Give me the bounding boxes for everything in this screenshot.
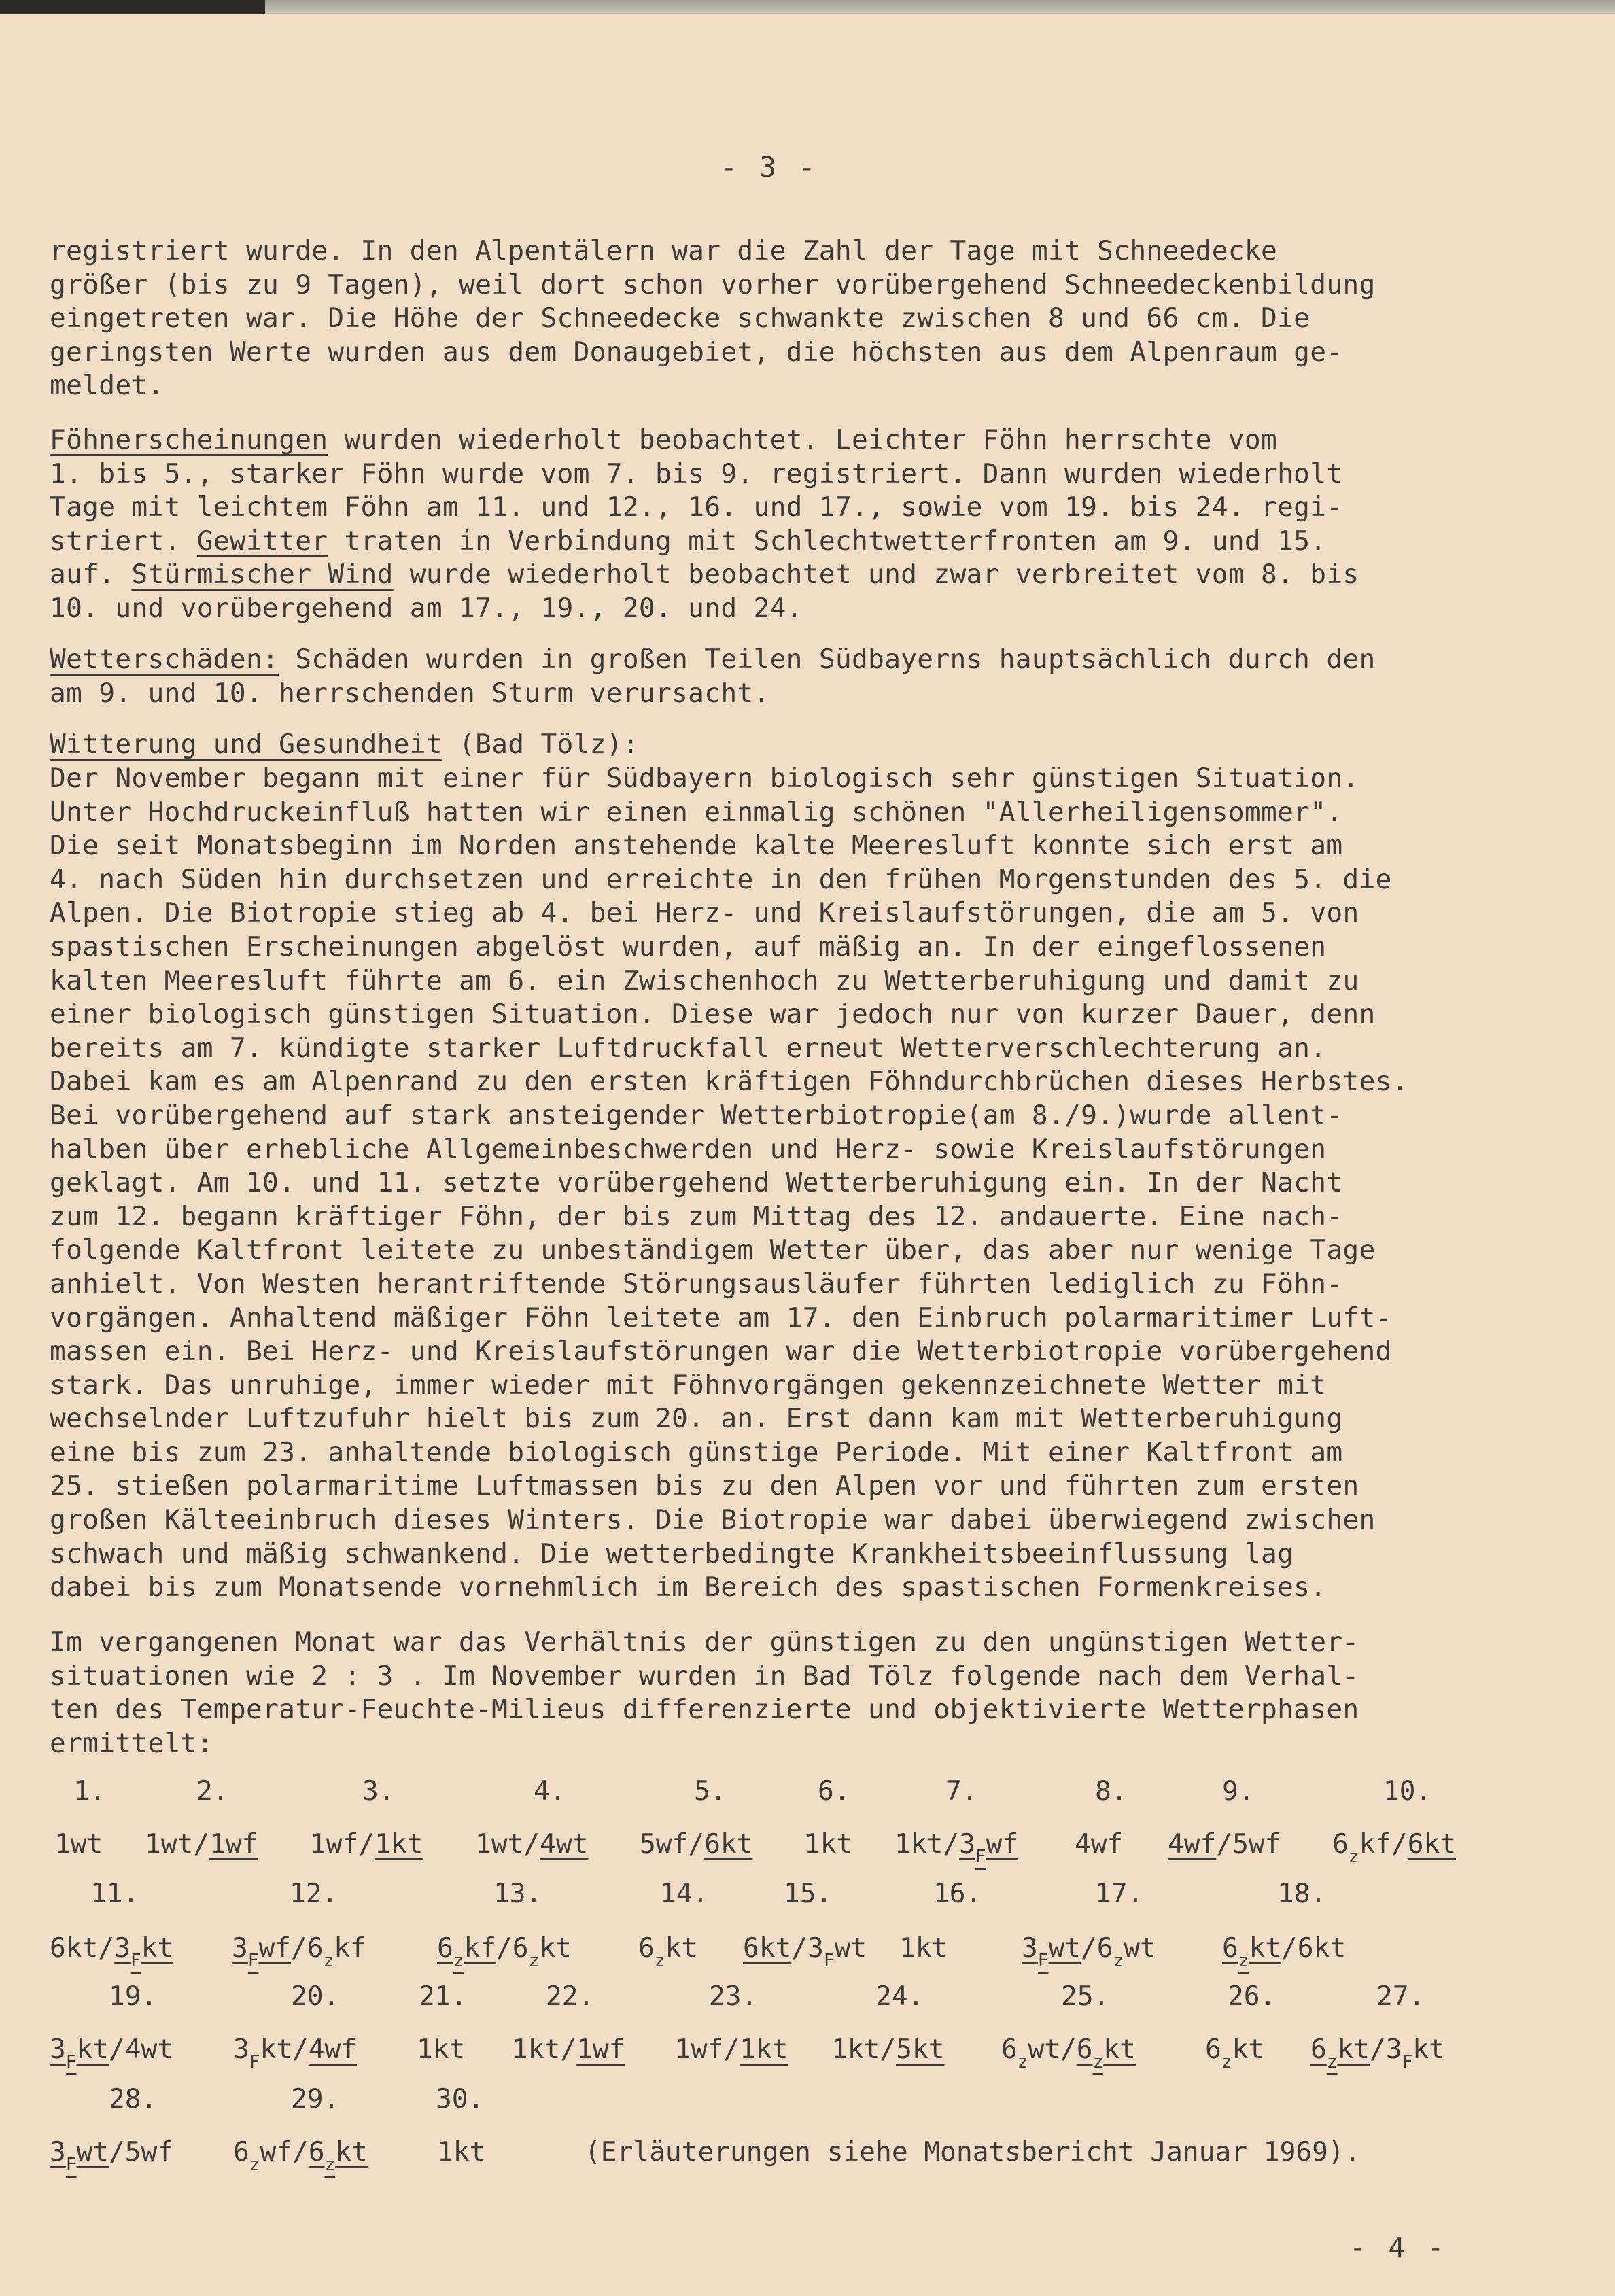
phase-code: $6_zkt/6kt$ — [1222, 1932, 1347, 1971]
phase-code: 1wt/1wf — [145, 1828, 258, 1860]
phase-code: 1kt — [899, 1932, 948, 1964]
phase-day-number: 20. — [291, 1981, 340, 2012]
phase-code: $3_Fwt/6_zwt$ — [1022, 1932, 1156, 1971]
phase-day-number: 7. — [945, 1775, 978, 1807]
phase-code: 1wf/1kt — [675, 2034, 788, 2065]
phase-day-number: 16. — [933, 1878, 982, 1909]
next-page-number: - 4 - — [1349, 2231, 1447, 2264]
phase-day-number: 30. — [436, 2083, 485, 2115]
phase-day-number: 29. — [291, 2083, 340, 2115]
phase-code: 1wt — [54, 1828, 103, 1860]
phase-day-number: 17. — [1095, 1878, 1144, 1909]
phase-day-number: 11. — [90, 1878, 139, 1909]
heading-wetterschaeden: Wetterschäden: — [50, 644, 279, 675]
phase-day-number: 27. — [1376, 1981, 1425, 2012]
phase-code: $6kt/3_Fkt$ — [50, 1932, 174, 1971]
phase-day-number: 3. — [362, 1775, 395, 1807]
phase-day-number: 22. — [546, 1981, 595, 2012]
phase-day-number: 14. — [660, 1878, 709, 1909]
phase-code: $1kt/3_Fwf$ — [895, 1828, 1019, 1867]
phase-code: 1kt — [417, 2034, 466, 2065]
phase-code: 1wt/4wt — [475, 1828, 589, 1860]
phase-day-number: 6. — [818, 1775, 850, 1807]
phase-day-number: 10. — [1383, 1775, 1432, 1807]
heading-witterung: Witterung und Gesundheit — [50, 729, 442, 760]
phase-code: 1kt/1wf — [512, 2034, 625, 2065]
phase-day-number: 8. — [1095, 1775, 1128, 1807]
phase-code: $6_zwf/6_zkt$ — [233, 2136, 368, 2175]
phase-day-number: 18. — [1278, 1878, 1327, 1909]
phase-day-number: 19. — [109, 1981, 158, 2012]
phase-code: $3_Fkt/4wf$ — [233, 2034, 358, 2072]
phase-code: $6_zkt/3_Fkt$ — [1310, 2034, 1445, 2072]
heading-witterung-line: Witterung und Gesundheit (Bad Tölz): — [50, 729, 639, 760]
paragraph-snow: registriert wurde. In den Alpentälern war die Zahl der Tage mit Schneedecke größer (bis zu 9 Tagen), weil dort schon vorher vorübergehend Schneedeckenbildung eingetreten war. Die Höhe der Schneedecke schwankte zwischen 8 und 66 cm. Die geringsten Werte wurden aus dem Donaugebiet, die höchsten aus dem Alpenraum ge- meldet. — [50, 235, 1376, 402]
phase-code: $6_zkf/6_zkt$ — [437, 1932, 572, 1971]
phase-code: $6_zwt/6_zkt$ — [1001, 2034, 1136, 2072]
phase-code: 4wf — [1075, 1828, 1124, 1860]
heading-sturm: Stürmischer Wind — [131, 559, 394, 591]
phase-code: $6_zkt$ — [638, 1932, 697, 1971]
phase-day-number: 1. — [73, 1775, 106, 1807]
phase-code: 4wf/5wf — [1168, 1828, 1281, 1860]
phase-code: $6_zkt$ — [1205, 2034, 1264, 2072]
phase-code: $3_Fwf/6_zkf$ — [232, 1932, 366, 1971]
phase-day-number: 21. — [419, 1981, 468, 2012]
phase-code: $6_zkf/6kt$ — [1332, 1828, 1457, 1867]
phase-day-number: 24. — [875, 1981, 924, 2012]
phase-day-number: 5. — [694, 1775, 727, 1807]
phase-day-number: 28. — [109, 2083, 158, 2115]
phase-day-number: 15. — [784, 1878, 833, 1909]
phase-code: 1kt — [804, 1828, 853, 1860]
paragraph-wetterphasen: Im vergangenen Monat war das Verhältnis der günstigen zu den ungünstigen Wetter- situationen wie 2 : 3 . Im November wurden in Bad Tölz folgende nach dem Verhal- ten des Temperatur-Feuchte-Milieus differenzierte und objektivierte Wetterphasen ermittelt: — [50, 1627, 1359, 1759]
paragraph-wetterschaeden: Wetterschäden: Schäden wurden in großen Teilen Südbayerns hauptsächlich durch den am 9. und 10. herrschenden Sturm verursacht. — [50, 644, 1376, 709]
phase-code: $3_Fwt/5wf$ — [50, 2136, 174, 2175]
phase-day-number: 23. — [709, 1981, 758, 2012]
phase-day-number: 4. — [534, 1775, 566, 1807]
phase-code: 1kt — [437, 2136, 486, 2168]
phase-code: 1kt/5kt — [831, 2034, 945, 2065]
phase-day-number: 26. — [1228, 1981, 1277, 2012]
phase-day-number: 9. — [1222, 1775, 1255, 1807]
phase-code: $6kt/3_Fwt$ — [743, 1932, 867, 1971]
phase-code: $3_Fkt/4wt$ — [50, 2034, 174, 2072]
phase-code: 5wf/6kt — [640, 1828, 753, 1860]
paragraph-witterung: Der November begann mit einer für Südbayern biologisch sehr günstigen Situation. Unter Hochdruckeinfluß hatten wir einen einmalig schönen "Allerheiligensommer". Die seit Monatsbeginn im Norden anstehende kalte Meeresluft konnte sich erst am 4. nach Süden hin durchsetzen und erreichte in den frühen Morgenstunden des 5. die Alpen. Die Biotropie stieg ab 4. bei Herz- und Kreislaufstörungen, die am 5. von spastischen Erscheinungen abgelöst wurden, auf mäßig an. In der eingeflossenen kalten Meeresluft führte am 6. ein Zwischenhoch zu Wetterberuhigung und damit zu einer biologisch günstigen Situation. Diese war jedoch nur von kurzer Dauer, denn bereits am 7. kündigte starker Luftdruckfall erneut Wetterverschlechterung an. Dabei kam es am Alpenrand zu den ersten kräftigen Föhndurchbrüchen dieses Herbstes. Bei vorübergehend auf stark ansteigender Wetterbiotropie(am 8./9.)wurde allent- halben über erhebliche Allgemeinbeschwerden und Herz- sowie Kreislaufstörungen geklagt. Am 10. und 11. setzte vorübergehend Wetterberuhigung ein. In der Nacht zum 12. begann kräftiger Föhn, der bis zum Mittag des 12. andauerte. Eine nach- folgende Kaltfront leitete zu unbeständigem Wetter über, das aber nur wenige Tage anhielt. Von Westen herantriftende Störungsausläufer führten lediglich zu Föhn- vorgängen. Anhaltend mäßiger Föhn leitete am 17. den Einbruch polarmaritimer Luft- massen ein. Bei Herz- und Kreislaufstörungen war die Wetterbiotropie vorübergehend stark. Das unruhige, immer wieder mit Föhnvorgängen gekennzeichnete Wetter mit wechselnder Luftzufuhr hielt bis zum 20. an. Erst dann kam mit Wetterberuhigung eine bis zum 23. anhaltende biologisch günstige Periode. Mit einer Kaltfront am 25. stießen polarmaritime Luftmassen bis zu den Alpen vor und führten zum ersten großen Kälteeinbruch dieses Winters. Die Biotropie war dabei überwiegend zwischen schwach und mäßig schwankend. Die wetterbedingte Krankheitsbeeinflussung lag dabei bis zum Monatsende vornehmlich im Bereich des spastischen Formenkreises. — [50, 763, 1408, 1603]
scan-top-edge — [0, 0, 1615, 14]
phase-code: 1wf/1kt — [310, 1828, 423, 1860]
phase-day-number: 25. — [1061, 1981, 1110, 2012]
phase-day-number: 13. — [493, 1878, 542, 1909]
paragraph-foehn: Föhnerscheinungen wurden wiederholt beobachtet. Leichter Föhn herrschte vom 1. bis 5., starker Föhn wurde vom 7. bis 9. registriert. Dann wurden wiederholt Tage mit leichtem Föhn am 11. und 12., 16. und 17., sowie vom 19. bis 24. regi- striert. Gewitter traten in Verbindung mit Schlechtwetterfronten am 9. und 15. auf. Stürmischer Wind wurde wiederholt beobachtet und zwar verbreitet vom 8. bis 10. und vorübergehend am 17., 19., 20. und 24. — [50, 424, 1359, 624]
heading-gewitter: Gewitter — [196, 525, 328, 557]
phase-day-number: 12. — [290, 1878, 338, 1909]
page-number: - 3 - — [720, 151, 818, 184]
heading-foehn: Föhnerscheinungen — [50, 424, 328, 455]
phase-day-number: 2. — [196, 1775, 229, 1807]
